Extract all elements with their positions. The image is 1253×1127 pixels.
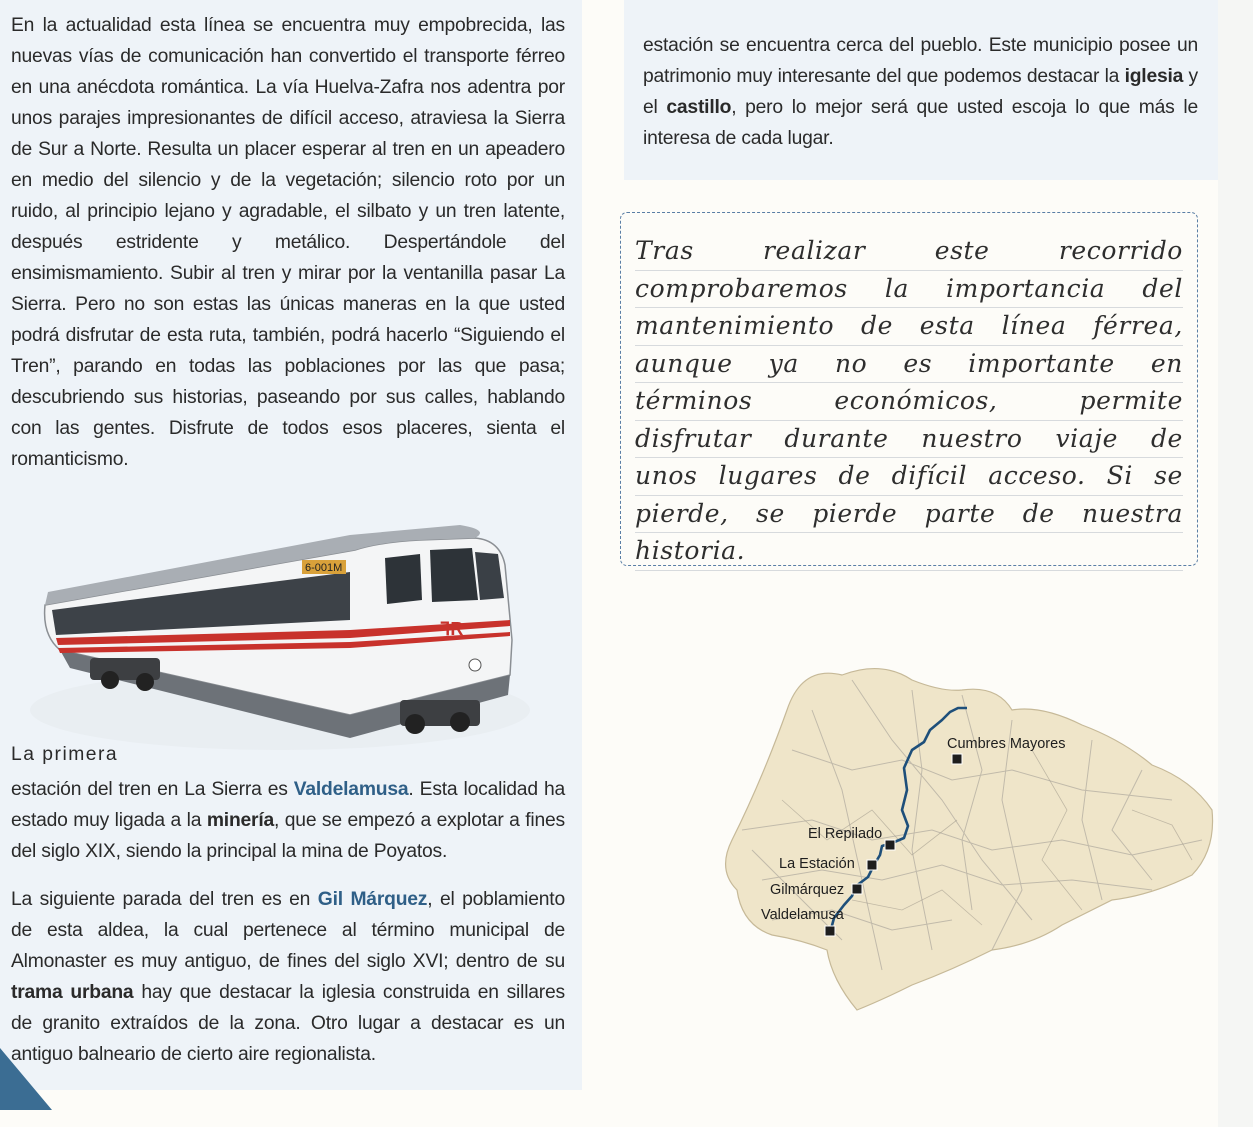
quote-word: importancia <box>946 273 1106 303</box>
quote-word: permite <box>1079 386 1183 415</box>
quote-word: de <box>1022 498 1055 528</box>
keyword-castillo: castillo <box>666 97 732 118</box>
quote-word: la <box>884 273 909 303</box>
label-gilmarquez: Gilmárquez <box>770 882 845 898</box>
quote-word: términos <box>635 386 753 415</box>
train-photo <box>20 510 530 755</box>
quote-word: Si <box>1106 461 1133 490</box>
quote-word: del <box>1142 273 1183 303</box>
quote-word: en <box>1150 348 1183 378</box>
quote-word: se <box>1154 461 1183 490</box>
quote-line <box>635 496 1183 534</box>
route-map <box>612 650 1218 1040</box>
quote-word: comprobaremos <box>635 273 848 303</box>
quote-word: acceso. <box>988 461 1086 490</box>
quote-line <box>635 458 1183 496</box>
quote-word: mantenimiento <box>635 311 835 340</box>
quote-word: no <box>834 348 868 378</box>
station-marker-la-estacion <box>867 860 877 870</box>
quote-word: ya <box>768 348 799 378</box>
valdelamusa-paragraph: estación del tren en La Sierra es Valdelamusa. Esta localidad ha estado muy ligada a la minería, que se empezó a explotar a fines del siglo XIX, siendo la principal la mina de Poyatos. <box>11 779 565 862</box>
label-el-repilado: El Repilado <box>808 826 883 842</box>
quote-word: parte <box>924 498 996 528</box>
gil-marquez-paragraph: La siguiente parada del tren es en Gil Márquez, el poblamiento de esta aldea, la cual pertenece al término municipal de Almonaster es muy antiguo, de fines del siglo XVI; dentro de su trama urbana hay que destacar la iglesia construida en sillares de granito extraídos de la zona. Otro lugar a destacar es un antiguo balneario de cierto aire regionalista. <box>11 889 565 1065</box>
quote-word: de <box>860 311 893 340</box>
quote-word: historia. <box>635 536 746 565</box>
quote-word: aunque <box>635 348 733 378</box>
quote-word: recorrido <box>1058 236 1183 265</box>
quote-word: este <box>934 236 990 265</box>
quote-line <box>635 421 1183 459</box>
keyword-trama-urbana: trama urbana <box>11 982 134 1003</box>
quote-word: difícil <box>891 461 968 490</box>
quote-word: línea <box>1001 311 1067 340</box>
quote-word: de <box>838 461 871 490</box>
label-valdelamusa: Valdelamusa <box>761 907 844 923</box>
quote-word: nuestra <box>1082 498 1183 528</box>
quote-line <box>635 308 1183 346</box>
handwritten-quote-box <box>620 212 1198 566</box>
keyword-mineria: minería <box>206 810 275 831</box>
page-edge-stripe <box>1218 0 1253 1127</box>
label-la-estacion: La Estación <box>779 856 855 872</box>
handwritten-quote <box>635 233 1183 571</box>
svg-text:ꟻR: ꟻR <box>440 619 464 639</box>
quote-word: disfrutar <box>635 423 752 453</box>
quote-word: económicos, <box>834 386 998 415</box>
train-number-plate: 6-001M <box>305 562 343 574</box>
label-cumbres-mayores: Cumbres Mayores <box>947 736 1066 752</box>
intro-paragraph: En la actualidad esta línea se encuentra muy empobrecida, las nuevas vías de comunicación han convertido el transporte férreo en una anécdota romántica. La vía Huelva-Zafra nos adentra por unos parajes impresionantes de difícil acceso, atraviesa la Sierra de Sur a Norte. Resulta un placer esperar al tren en un apeadero en medio del silencio y de la vegetación; silencio roto por un ruido, al principio lejano y agradable, el silbato y un tren latente, después estridente y metálico. Despertándole del ensimismamiento. Subir al tren y mirar por la ventanilla pasar La Sierra. Pero no son estas las únicas maneras en la que usted podrá disfrutar de esta ruta, también, podrá hacerlo “Siguiendo el Tren”, parando en todas las poblaciones por las que pasa; descubriendo sus historias, paseando por sus calles, hablando con las gentes. Disfrute de todos esos placeres, sienta el romanticismo. <box>11 15 565 470</box>
quote-word: lugares <box>718 461 818 490</box>
station-marker-gilmarquez <box>852 884 862 894</box>
place-gil-marquez: Gil Márquez <box>317 889 428 910</box>
quote-word: durante <box>784 423 889 453</box>
station-marker-el-repilado <box>885 840 895 850</box>
quote-word: importante <box>968 348 1115 378</box>
station-marker-cumbres-mayores <box>952 754 962 764</box>
quote-word: viaje <box>1055 423 1119 453</box>
quote-line <box>635 383 1183 421</box>
quote-line <box>635 533 1183 571</box>
continuation-paragraph: estación se encuentra cerca del pueblo. Este municipio posee un patrimonio muy interesante del que podemos destacar la iglesia y el castillo, pero lo mejor será que usted escoja lo que más le interesa de cada lugar. <box>643 35 1198 149</box>
place-valdelamusa: Valdelamusa <box>293 779 409 800</box>
quote-word: realizar <box>763 236 866 265</box>
quote-word: pierde <box>812 498 898 528</box>
map-svg <box>612 650 1218 1040</box>
quote-line <box>635 271 1183 309</box>
quote-word: férrea, <box>1093 311 1183 340</box>
quote-word: de <box>1150 423 1183 453</box>
quote-word: Tras <box>635 236 694 265</box>
quote-word: unos <box>635 461 698 490</box>
keyword-iglesia: iglesia <box>1124 66 1184 87</box>
quote-word: es <box>903 348 933 378</box>
quote-line <box>635 346 1183 384</box>
quote-word: esta <box>919 311 975 340</box>
quote-word: pierde, <box>635 498 729 528</box>
station-marker-valdelamusa <box>825 926 835 936</box>
quote-line <box>635 233 1183 271</box>
paragraph-lead: La primera <box>11 744 119 765</box>
quote-word: se <box>756 498 785 528</box>
quote-word: nuestro <box>921 423 1023 453</box>
